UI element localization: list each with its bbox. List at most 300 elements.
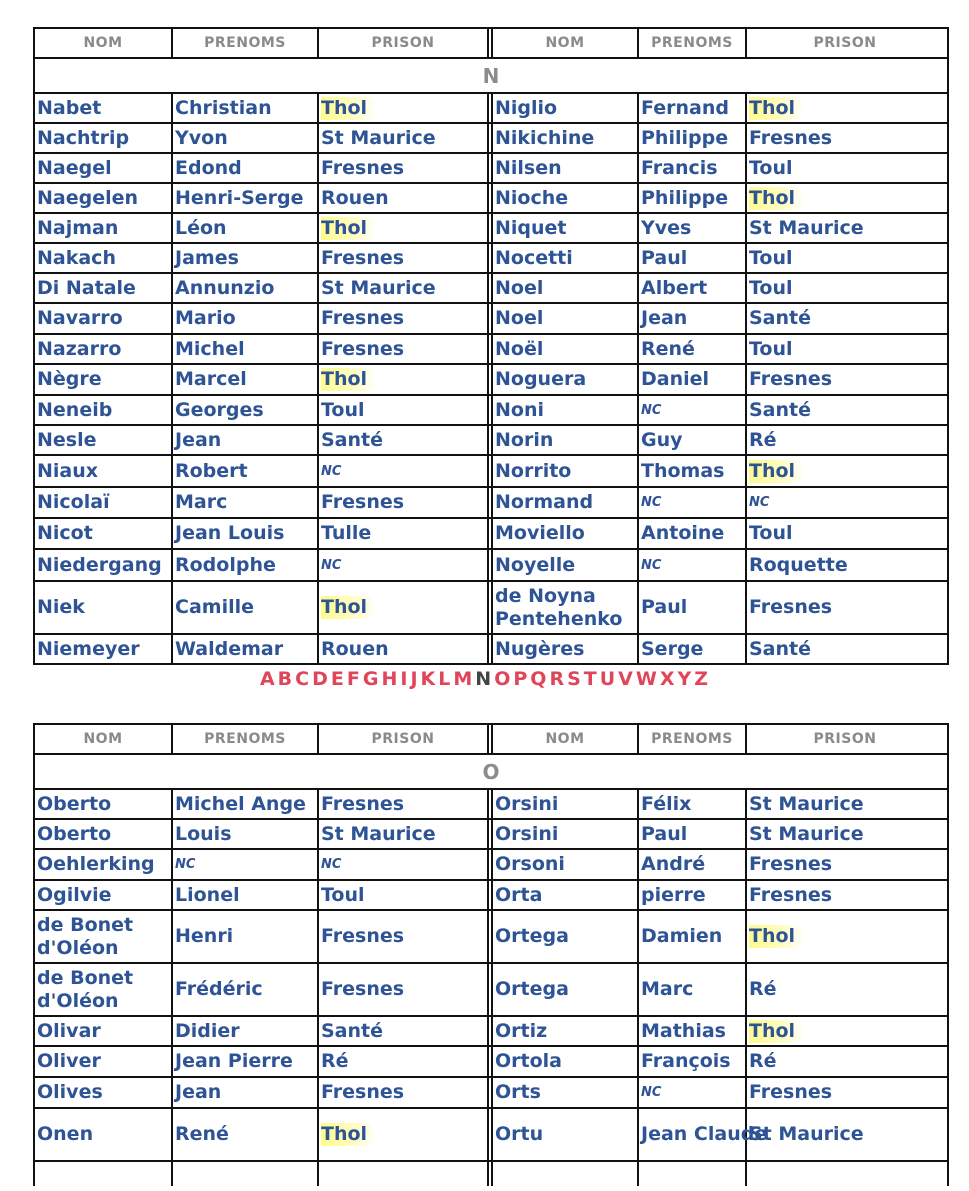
table-row	[35, 488, 947, 519]
row-right	[493, 274, 947, 302]
cell-nom-text: Normand	[495, 491, 594, 513]
cell-prison	[319, 635, 487, 663]
table-row	[35, 911, 947, 964]
row-left	[35, 488, 493, 517]
cell-prenom	[639, 456, 747, 486]
header-right	[493, 29, 947, 57]
cell-prison	[747, 519, 943, 548]
header-left	[35, 725, 493, 753]
cell-prison	[747, 850, 943, 879]
cell-nom	[493, 456, 639, 486]
cell-prison	[747, 1109, 943, 1160]
cell-prenom-text: Jean Louis	[175, 522, 285, 544]
cell-prenom	[173, 519, 319, 548]
cell-prison-text: Toul	[321, 398, 365, 421]
alphabet-letter-a[interactable]: A	[259, 668, 276, 690]
cell-nom-text: Noguera	[495, 368, 587, 390]
cell-nom	[493, 1017, 639, 1045]
alphabet-letter-j[interactable]: J	[410, 668, 419, 690]
cell-nom	[493, 94, 639, 122]
cell-prenom-text: Henri	[175, 925, 234, 947]
cell-prenom	[173, 582, 319, 633]
cell-prenom	[173, 214, 319, 242]
cell-prenom	[173, 488, 319, 517]
row-left	[35, 396, 493, 424]
cell-prison-text: Fresnes	[749, 126, 833, 149]
cell-prenom-text: NC	[641, 1085, 662, 1100]
cell-nom-text: Ortega	[495, 925, 569, 947]
cell-prison-text: Fresnes	[321, 925, 405, 947]
cell-prenom-text: Robert	[175, 459, 248, 482]
row-left	[35, 790, 493, 818]
cell-prison	[747, 582, 943, 633]
cell-prison	[747, 426, 943, 454]
row-right	[493, 550, 947, 580]
row-left	[35, 911, 493, 962]
cell-prenom-text: Yvon	[175, 126, 228, 149]
cell-nom	[35, 1078, 173, 1107]
header-prenoms: PRENOMS	[639, 29, 747, 57]
row-right	[493, 1047, 947, 1076]
cell-nom-text: Oehlerking	[37, 853, 155, 875]
cell-prison-text: St Maurice	[321, 126, 436, 149]
cell-nom-text: Niglio	[495, 96, 558, 119]
cell-prison-text: Thol	[749, 925, 805, 948]
cell-nom-text: Navarro	[37, 307, 123, 329]
table-row	[35, 582, 947, 635]
alphabet-letter-w[interactable]: W	[635, 668, 658, 690]
cell-nom-text: Nakach	[37, 246, 116, 269]
alphabet-letter-c[interactable]: C	[295, 668, 311, 690]
cell-prison-text: NC	[321, 857, 342, 872]
cell-prenom	[639, 881, 747, 909]
alphabet-letter-g[interactable]: G	[362, 668, 380, 690]
alphabet-letter-o[interactable]: O	[494, 668, 512, 690]
cell-prenom	[173, 850, 319, 879]
row-left	[35, 184, 493, 212]
table-row	[35, 964, 947, 1017]
header-prison: PRISON	[813, 35, 877, 51]
cell-nom	[493, 1109, 639, 1160]
row-left	[35, 820, 493, 848]
alphabet-letter-l[interactable]: L	[438, 668, 452, 690]
table-row	[35, 396, 947, 426]
cell-prison-text: Ré	[749, 428, 777, 451]
header-right	[493, 725, 947, 753]
cell-prison	[747, 214, 943, 242]
cell-nom-text: Moviello	[495, 522, 585, 544]
cell-nom-text: Nachtrip	[37, 126, 130, 149]
cell-prison	[319, 154, 487, 182]
cell-nom-text: Neneib	[37, 398, 113, 421]
row-left	[35, 94, 493, 122]
cell-nom	[35, 850, 173, 879]
cell-prenom	[173, 304, 319, 333]
alphabet-letter-r[interactable]: R	[549, 668, 566, 690]
row-right	[493, 304, 947, 333]
cell-prenom	[639, 635, 747, 663]
table-row	[35, 335, 947, 365]
cell-prison	[747, 488, 943, 517]
cell-prison	[319, 582, 487, 633]
cell-nom	[493, 426, 639, 454]
alphabet-letter-p[interactable]: P	[513, 668, 529, 690]
cell-prenom-text: NC	[175, 857, 196, 872]
cell-prenom-text: René	[175, 1123, 229, 1145]
cell-prenom-text: Jean	[641, 307, 688, 329]
table-row	[35, 154, 947, 184]
cell-prison-text: Santé	[749, 398, 812, 421]
table-row	[35, 94, 947, 124]
cell-prison	[319, 790, 487, 818]
cell-prenom	[173, 335, 319, 363]
cell-prenom	[173, 154, 319, 182]
alphabet-letter-n[interactable]: N	[475, 668, 493, 690]
cell-nom-text: Nicot	[37, 522, 93, 544]
cell-prison	[319, 964, 487, 1015]
header-nom: NOM	[493, 725, 639, 753]
header-row	[35, 29, 947, 59]
cell-prison-text: Thol	[321, 1123, 377, 1146]
alphabet-letter-q[interactable]: Q	[530, 668, 548, 690]
cell-prison	[319, 396, 487, 424]
cell-prenom	[173, 635, 319, 663]
cell-nom	[35, 214, 173, 242]
cell-prison	[319, 304, 487, 333]
cell-prenom-text: Frédéric	[175, 978, 263, 1000]
cell-nom	[493, 1162, 639, 1186]
cell-prenom	[639, 964, 747, 1015]
row-right	[493, 365, 947, 394]
cell-prenom-text: Félix	[641, 792, 692, 815]
row-left	[35, 881, 493, 909]
cell-prenom-text: Louis	[175, 822, 232, 845]
cell-prison	[319, 911, 487, 962]
alphabet-letter-d[interactable]: D	[312, 668, 329, 690]
cell-prison	[319, 1162, 487, 1186]
cell-prison-text: Rouen	[321, 186, 389, 209]
cell-prison-text: Fresnes	[749, 853, 833, 875]
cell-prison-text: Rouen	[321, 637, 389, 660]
cell-nom	[493, 124, 639, 152]
cell-prison-text: Fresnes	[321, 792, 405, 815]
table-row	[35, 274, 947, 304]
cell-prenom	[639, 582, 747, 633]
cell-nom	[35, 964, 173, 1015]
cell-prison	[747, 456, 943, 486]
cell-nom	[493, 582, 639, 633]
row-right	[493, 244, 947, 272]
cell-prenom-text: pierre	[641, 883, 706, 906]
cell-prison-text: Thol	[749, 460, 805, 483]
row-right	[493, 184, 947, 212]
cell-nom-text: Ortega	[495, 978, 569, 1000]
cell-prenom	[173, 550, 319, 580]
cell-nom	[35, 1162, 173, 1186]
cell-prison	[747, 1047, 943, 1076]
cell-nom	[493, 1078, 639, 1107]
cell-prenom	[173, 964, 319, 1015]
cell-prison	[319, 124, 487, 152]
cell-prenom-text: Marc	[641, 978, 694, 1000]
table-row	[35, 550, 947, 582]
cell-prenom-text: Didier	[175, 1019, 240, 1042]
table-row	[35, 365, 947, 396]
cell-nom-text: Nabet	[37, 96, 102, 119]
cell-nom	[493, 488, 639, 517]
row-left	[35, 519, 493, 548]
row-left	[35, 582, 493, 633]
row-right	[493, 456, 947, 486]
row-left	[35, 550, 493, 580]
cell-prenom-text: Henri-Serge	[175, 186, 304, 209]
cell-prenom-text: NC	[641, 557, 662, 573]
cell-prenom-text: André	[641, 853, 706, 875]
cell-nom	[493, 304, 639, 333]
cell-nom	[35, 124, 173, 152]
cell-prenom-text: NC	[641, 495, 662, 510]
cell-prison	[747, 790, 943, 818]
cell-prison-text: Fresnes	[749, 883, 833, 906]
alphabet-letter-h[interactable]: H	[381, 668, 399, 690]
cell-prison	[319, 1047, 487, 1076]
alphabet-letter-x[interactable]: X	[659, 668, 676, 690]
cell-nom-text: Ortu	[495, 1123, 544, 1145]
cell-nom-text: Oliver	[37, 1050, 101, 1072]
cell-prenom-text: Philippe	[641, 126, 729, 149]
cell-prison-text: Thol	[321, 596, 377, 619]
cell-prenom-text: Michel	[175, 337, 245, 360]
row-left	[35, 154, 493, 182]
cell-prison	[319, 244, 487, 272]
cell-nom-text: Noyelle	[495, 553, 576, 576]
cell-prison-text: Santé	[321, 428, 384, 451]
table-row	[35, 214, 947, 244]
cell-prenom-text: NC	[641, 402, 662, 418]
cell-prenom	[639, 396, 747, 424]
cell-nom-text: Noel	[495, 276, 544, 299]
table-row	[35, 426, 947, 456]
cell-nom-text: Najman	[37, 216, 119, 239]
cell-nom	[35, 1017, 173, 1045]
cell-prison-text: Fresnes	[321, 1081, 405, 1103]
cell-nom	[35, 184, 173, 212]
row-left	[35, 365, 493, 394]
cell-prenom-text: Annunzio	[175, 276, 275, 299]
cell-prenom	[639, 154, 747, 182]
cell-nom	[493, 550, 639, 580]
cell-prenom	[639, 820, 747, 848]
alphabet-letter-m[interactable]: M	[453, 668, 474, 690]
cell-prenom-text: Guy	[641, 428, 683, 451]
cell-prenom-text: Rodolphe	[175, 553, 276, 576]
alphabet-letter-s[interactable]: S	[567, 668, 582, 690]
cell-prison	[319, 881, 487, 909]
cell-prison-text: Thol	[321, 97, 377, 120]
cell-prenom	[639, 426, 747, 454]
row-left	[35, 1017, 493, 1045]
cell-prison-text: Toul	[749, 156, 793, 179]
cell-prenom	[639, 335, 747, 363]
cell-prenom	[639, 790, 747, 818]
cell-nom	[493, 244, 639, 272]
cell-nom	[35, 1047, 173, 1076]
cell-nom	[35, 94, 173, 122]
table-row	[35, 1017, 947, 1047]
alphabet-letter-e[interactable]: E	[330, 668, 345, 690]
cell-prenom	[173, 1047, 319, 1076]
alphabet-letter-k[interactable]: K	[420, 668, 437, 690]
cell-prison	[747, 154, 943, 182]
cell-prenom-text: Paul	[641, 596, 688, 618]
cell-prison-text: Roquette	[749, 553, 848, 576]
cell-prison	[319, 426, 487, 454]
cell-prison-text: St Maurice	[749, 792, 864, 815]
cell-prenom-text: Jean Pierre	[175, 1050, 293, 1072]
cell-nom	[493, 365, 639, 394]
alphabet-letter-z[interactable]: Z	[694, 668, 710, 690]
cell-prison	[747, 550, 943, 580]
row-right	[493, 124, 947, 152]
cell-prenom	[639, 94, 747, 122]
cell-prenom	[173, 396, 319, 424]
cell-nom-text: Ortiz	[495, 1019, 548, 1042]
table-row	[35, 304, 947, 335]
cell-nom	[493, 1047, 639, 1076]
row-left	[35, 850, 493, 879]
header-nom: NOM	[35, 29, 173, 57]
cell-nom	[493, 964, 639, 1015]
alphabet-letter-y[interactable]: Y	[677, 668, 693, 690]
cell-prison	[747, 881, 943, 909]
cell-nom-text: Orsini	[495, 792, 559, 815]
header-nom: NOM	[493, 29, 639, 57]
alphabet-letter-b[interactable]: B	[277, 668, 294, 690]
cell-prison	[747, 1017, 943, 1045]
cell-prison-text: Fresnes	[749, 368, 833, 390]
cell-nom	[493, 820, 639, 848]
cell-prison	[319, 274, 487, 302]
cell-nom	[35, 488, 173, 517]
row-right	[493, 820, 947, 848]
alphabet-letter-u[interactable]: U	[599, 668, 617, 690]
section-letter: N	[35, 59, 947, 94]
cell-prenom-text: Lionel	[175, 883, 240, 906]
alphabet-letter-f[interactable]: F	[346, 668, 361, 690]
cell-prison-text: Ré	[749, 978, 777, 1000]
cell-nom	[35, 550, 173, 580]
cell-prison	[319, 519, 487, 548]
cell-prison-text: Toul	[749, 246, 793, 269]
cell-nom	[35, 456, 173, 486]
table-row	[35, 1109, 947, 1162]
cell-prenom	[173, 184, 319, 212]
cell-nom	[493, 850, 639, 879]
cell-nom-text: Noël	[495, 337, 544, 360]
cell-prison	[319, 365, 487, 394]
cell-prison	[747, 244, 943, 272]
cell-prison	[747, 396, 943, 424]
cell-nom	[35, 790, 173, 818]
table-row	[35, 244, 947, 274]
cell-nom-text: Nikichine	[495, 126, 595, 149]
cell-prenom	[639, 304, 747, 333]
cell-nom-text: de Bonet d'Oléon	[37, 966, 134, 1012]
table-row	[35, 850, 947, 881]
cell-nom-text: Nègre	[37, 368, 102, 390]
row-right	[493, 881, 947, 909]
cell-prison-text: Santé	[749, 307, 812, 329]
cell-nom-text: Olives	[37, 1081, 103, 1103]
cell-prenom-text: Léon	[175, 216, 227, 239]
cell-nom-text: Niaux	[37, 459, 99, 482]
table-row	[35, 1047, 947, 1078]
cell-nom-text: Ogilvie	[37, 883, 112, 906]
cell-prison-text: Santé	[321, 1019, 384, 1042]
cell-prenom-text: Albert	[641, 276, 708, 299]
cell-prenom-text: Marc	[175, 491, 228, 513]
cell-nom	[493, 274, 639, 302]
cell-nom	[493, 214, 639, 242]
cell-prenom	[639, 124, 747, 152]
section-letter: O	[35, 755, 947, 790]
cell-prenom-text: Marcel	[175, 368, 247, 390]
cell-prenom	[639, 1109, 768, 1160]
cell-prenom-text: Jean	[175, 428, 222, 451]
cell-prison	[319, 184, 487, 212]
row-right	[493, 396, 947, 424]
cell-prenom	[639, 911, 747, 962]
cell-prison-text: Fresnes	[749, 596, 833, 618]
alphabet-letter-i[interactable]: I	[400, 668, 409, 690]
alphabet-letter-v[interactable]: V	[618, 668, 634, 690]
cell-prison	[747, 1078, 943, 1107]
cell-nom	[35, 820, 173, 848]
cell-prenom	[173, 365, 319, 394]
row-left	[35, 426, 493, 454]
cell-prison	[319, 1017, 487, 1045]
header-prison: PRISON	[371, 35, 435, 51]
cell-prenom	[173, 94, 319, 122]
cell-nom	[493, 154, 639, 182]
row-left	[35, 244, 493, 272]
cell-prenom	[173, 1109, 319, 1160]
cell-prenom	[639, 244, 747, 272]
cell-prenom-text: Camille	[175, 596, 254, 618]
row-left	[35, 1047, 493, 1076]
cell-prison-text: Tulle	[321, 522, 372, 544]
cell-nom-text: Ortola	[495, 1050, 562, 1072]
cell-nom-text: Noni	[495, 398, 544, 421]
header-prison: PRISON	[371, 731, 435, 747]
row-right	[493, 1162, 947, 1186]
table-row	[35, 519, 947, 550]
cell-nom	[35, 519, 173, 548]
cell-prison-text: Toul	[749, 276, 793, 299]
alphabet-letter-t[interactable]: T	[583, 668, 598, 690]
cell-prison-text: St Maurice	[321, 276, 436, 299]
header-prenoms: PRENOMS	[173, 725, 319, 753]
cell-prison-text: Fresnes	[321, 307, 405, 329]
cell-prison-text: Fresnes	[321, 337, 405, 360]
cell-nom-text: Norrito	[495, 459, 572, 482]
table-row	[35, 1162, 947, 1186]
cell-prison	[319, 335, 487, 363]
cell-nom	[35, 304, 173, 333]
header-row	[35, 725, 947, 755]
row-right	[493, 964, 947, 1015]
cell-prenom	[173, 820, 319, 848]
